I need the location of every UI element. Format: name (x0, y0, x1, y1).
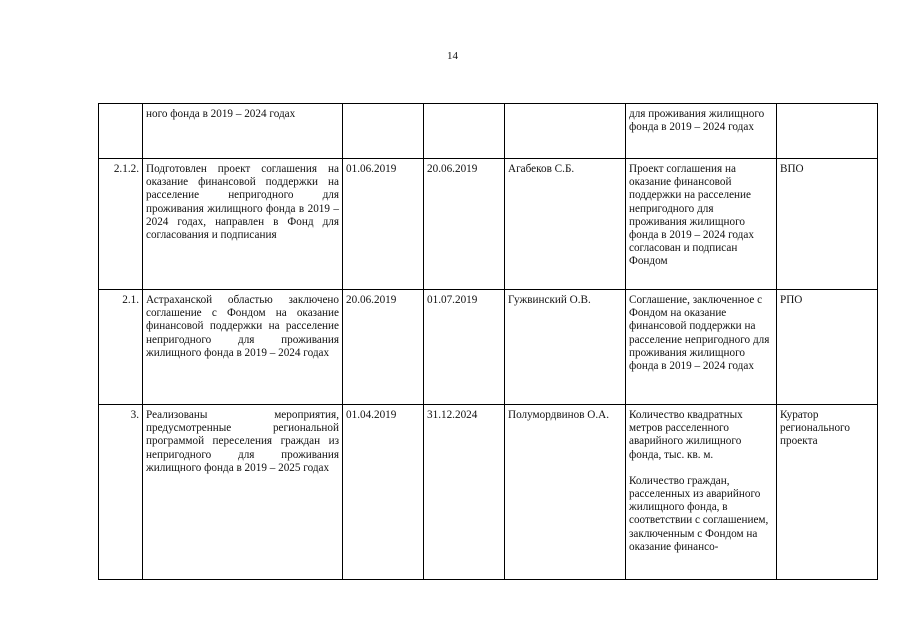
row-start-date: 01.06.2019 (343, 159, 424, 290)
row-start-date: 20.06.2019 (343, 290, 424, 405)
row-result-extra: Количество граждан, расселенных из аварийного жилищного фонда, в соответствии с соглашением, заключенным с Фондом на оказание финансо- (629, 474, 769, 553)
row-start-date: 01.04.2019 (343, 405, 424, 580)
row-number (99, 104, 143, 159)
page-number: 14 (447, 50, 458, 62)
row-result (626, 290, 777, 405)
row-control (777, 104, 878, 159)
row-number: 2.1. (99, 290, 143, 405)
row-control: Куратор регионального проекта (777, 405, 878, 580)
row-end-date: 20.06.2019 (424, 159, 505, 290)
table-row (99, 290, 878, 405)
row-description: Реализованы мероприятия, предусмотренные региональной программой переселения граждан из непригодного для проживания жилищного фонда в 2019 – 2025 годах (143, 405, 343, 580)
row-description: ного фонда в 2019 – 2024 годах (143, 104, 343, 159)
row-result (626, 405, 777, 580)
row-control: РПО (777, 290, 878, 405)
row-responsible: Агабеков С.Б. (505, 159, 626, 290)
row-end-date (424, 104, 505, 159)
row-end-date: 31.12.2024 (424, 405, 505, 580)
row-end-date: 01.07.2019 (424, 290, 505, 405)
table-row (99, 159, 878, 290)
table-row (99, 405, 878, 580)
row-responsible (505, 104, 626, 159)
row-number: 3. (99, 405, 143, 580)
row-result (626, 104, 777, 159)
row-result (626, 159, 777, 290)
row-result-text: Соглашение, заключенное с Фондом на оказание финансовой поддержки на расселение непригодного для проживания жилищного фонда в 2019 – 2024 годах (629, 294, 770, 373)
row-description: Подготовлен проект соглашения на оказание финансовой поддержки на расселение непригодного для проживания жилищного фонда в 2019 – 2024 годах, направлен в Фонд для согласования и подписания (143, 159, 343, 290)
row-result-text: Проект соглашения на оказание финансовой поддержки на расселение непригодного для проживания жилищного фонда в 2019 – 2024 годах согласован и подписан Фондом (629, 163, 754, 268)
row-number: 2.1.2. (99, 159, 143, 290)
row-control: ВПО (777, 159, 878, 290)
plan-table (98, 103, 878, 580)
row-result-text: Количество квадратных метров расселенного аварийного жилищного фонда, тыс. кв. м. (629, 409, 743, 461)
row-result-text: для проживания жилищного фонда в 2019 – 2024 годах (629, 108, 765, 134)
row-description: Астраханской областью заключено соглашение с Фондом на оказание финансовой поддержки на расселение непригодного для проживания жилищного фонда в 2019 – 2024 годах (143, 290, 343, 405)
spacer (629, 462, 773, 475)
table-row (99, 104, 878, 159)
row-responsible: Полумордвинов О.А. (505, 405, 626, 580)
row-responsible: Гужвинский О.В. (505, 290, 626, 405)
row-start-date (343, 104, 424, 159)
